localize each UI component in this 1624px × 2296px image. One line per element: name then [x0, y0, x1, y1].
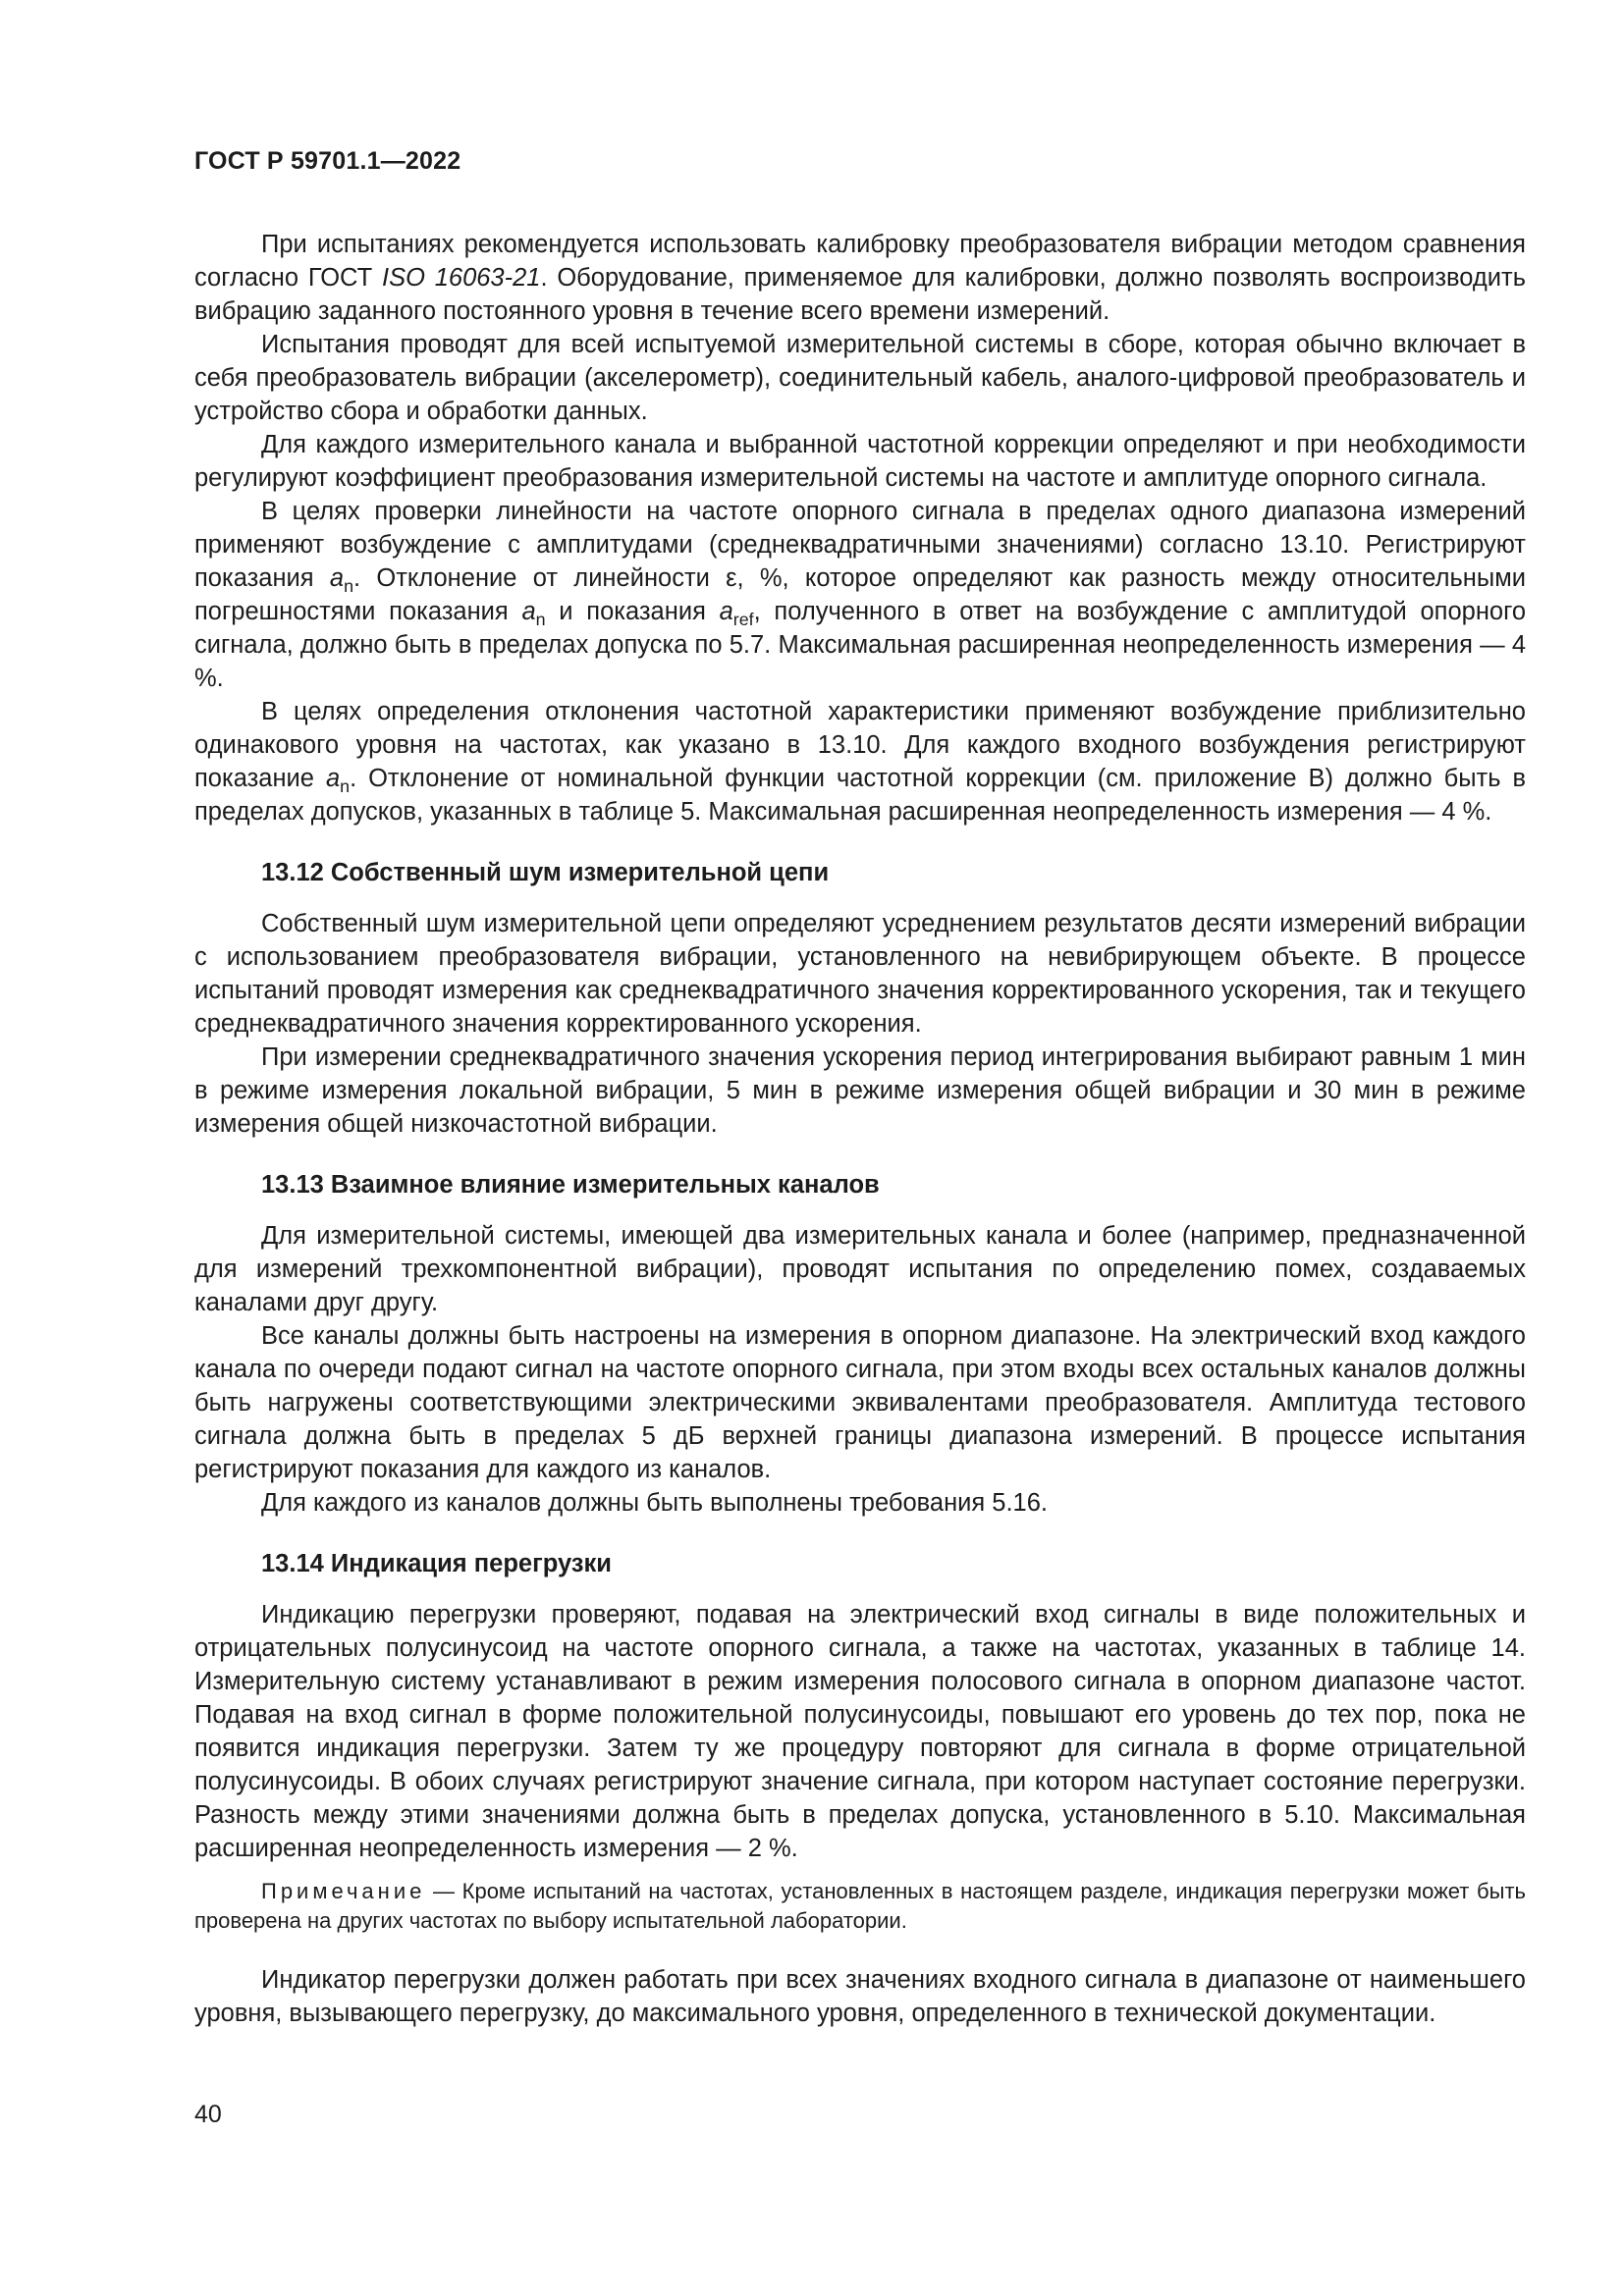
paragraph-overload: Индикацию перегрузки проверяют, подавая на электрический вход сигналы в виде положительных и отрицательных полусинусоид на частоте опорного сигнала, а также на частотах, указанных в таблице 14. Измерительную систему устанавливают в режим измерения полосового сигнала в опорном диапазоне частот. Подавая на вход сигнал в форме положительной полусинусоиды, повышают его уровень до тех пор, пока не появится индикация перегрузки. Затем ту же процедуру повторяют для сигнала в форме отрицательной полусинусоиды. В обоих случаях регистрируют значение сигнала, при котором наступает состояние перегрузки. Разность между этими значениями должна быть в пределах допуска, установленного в 5.10. Максимальная расширенная неопределенность измерения — 2 %.: [194, 1601, 1526, 1862]
paragraph-requirements: Для каждого из каналов должны быть выполнены требования 5.16.: [261, 1489, 1049, 1517]
section-13-13-title: 13.13 Взаимное влияние измерительных каналов: [261, 1171, 880, 1199]
paragraph-frequency: В целях определения отклонения частотной характеристики применяют возбуждение приблизительно одинакового уровня на частотах, как указано в 13.10. Для каждого входного возбуждения регистрируют показание $a_n$. Отклонение от номинальной функции частотной коррекции (см. приложение В) должно быть в пределах допусков, указанных в таблице 5. Максимальная расширенная неопределенность измерения — 4 %.: [194, 698, 1526, 826]
paragraph-calibration: При испытаниях рекомендуется использовать калибровку преобразователя вибрации методом сравнения согласно ГОСТ ISO 16063-21. Оборудование, применяемое для калибровки, должно позволять воспроизводить вибрацию заданного постоянного уровня в течение всего времени измерений.: [194, 231, 1527, 325]
paragraph-channel: Для каждого измерительного канала и выбранной частотной коррекции определяют и при необходимости регулируют коэффициент преобразования измерительной системы на частоте и амплитуде опорного сигнала.: [194, 431, 1526, 492]
paragraph-noise: Собственный шум измерительной цепи определяют усреднением результатов десяти измерений вибрации с использованием преобразователя вибрации, установленного на невибрирующем объекте. В процессе испытаний проводят измерения как среднеквадратичного значения корректированного ускорения, так и текущего среднеквадратичного значения корректированного ускорения.: [194, 910, 1526, 1038]
paragraph-linearity: В целях проверки линейности на частоте опорного сигнала в пределах одного диапазона измерений применяют возбуждение с амплитудами (среднеквадратичными значениями) согласно 13.10. Регистрируют показания $a_n$. Отклонение от линейности ε, %, которое определяют как разность между относительными погрешностями показания $a_n$ и показания $a_{ref}$, полученного в ответ на возбуждение с амплитудой опорного сигнала, должно быть в пределах допуска по 5.7. Максимальная расширенная неопределенность измерения — 4 %.: [194, 498, 1527, 692]
standard-header: ГОСТ Р 59701.1—2022: [194, 147, 461, 175]
paragraph-overload-indicator: Индикатор перегрузки должен работать при всех значениях входного сигнала в диапазоне от наименьшего уровня, вызывающего перегрузку, до максимального уровня, определенного в технической документации.: [194, 1966, 1526, 2027]
note: [194, 1877, 1526, 1936]
paragraph-system: Испытания проводят для всей испытуемой измерительной системы в сборе, которая обычно включает в себя преобразователь вибрации (акселерометр), соединительный кабель, аналого-цифровой преобразователь и устройство сбора и обработки данных.: [194, 331, 1526, 425]
paragraph-integration: При измерении среднеквадратичного значения ускорения период интегрирования выбирают равным 1 мин в режиме измерения локальной вибрации, 5 мин в режиме измерения общей вибрации и 30 мин в режиме измерения общей низкочастотной вибрации.: [194, 1043, 1526, 1138]
note-label: Примечание: [261, 1879, 426, 1903]
page-content: [194, 228, 1526, 2030]
section-13-14-title: 13.14 Индикация перегрузки: [261, 1550, 612, 1577]
page-number: 40: [194, 2101, 222, 2128]
section-13-12-title: 13.12 Собственный шум измерительной цепи: [261, 859, 830, 886]
note-text: — Кроме испытаний на частотах, установленных в настоящем разделе, индикация перегрузки может быть проверена на других частотах по выбору испытательной лаборатории.: [194, 1879, 1526, 1933]
paragraph-crosstalk: Для измерительной системы, имеющей два измерительных канала и более (например, предназначенной для измерений трехкомпонентной вибрации), проводят испытания по определению помех, создаваемых каналами друг другу.: [194, 1222, 1526, 1316]
paragraph-channels: Все каналы должны быть настроены на измерения в опорном диапазоне. На электрический вход каждого канала по очереди подают сигнал на частоте опорного сигнала, при этом входы всех остальных каналов должны быть нагружены соответствующими электрическими эквивалентами преобразователя. Амплитуда тестового сигнала должна быть в пределах 5 дБ верхней границы диапазона измерений. В процессе испытания регистрируют показания для каждого из каналов.: [194, 1322, 1526, 1483]
